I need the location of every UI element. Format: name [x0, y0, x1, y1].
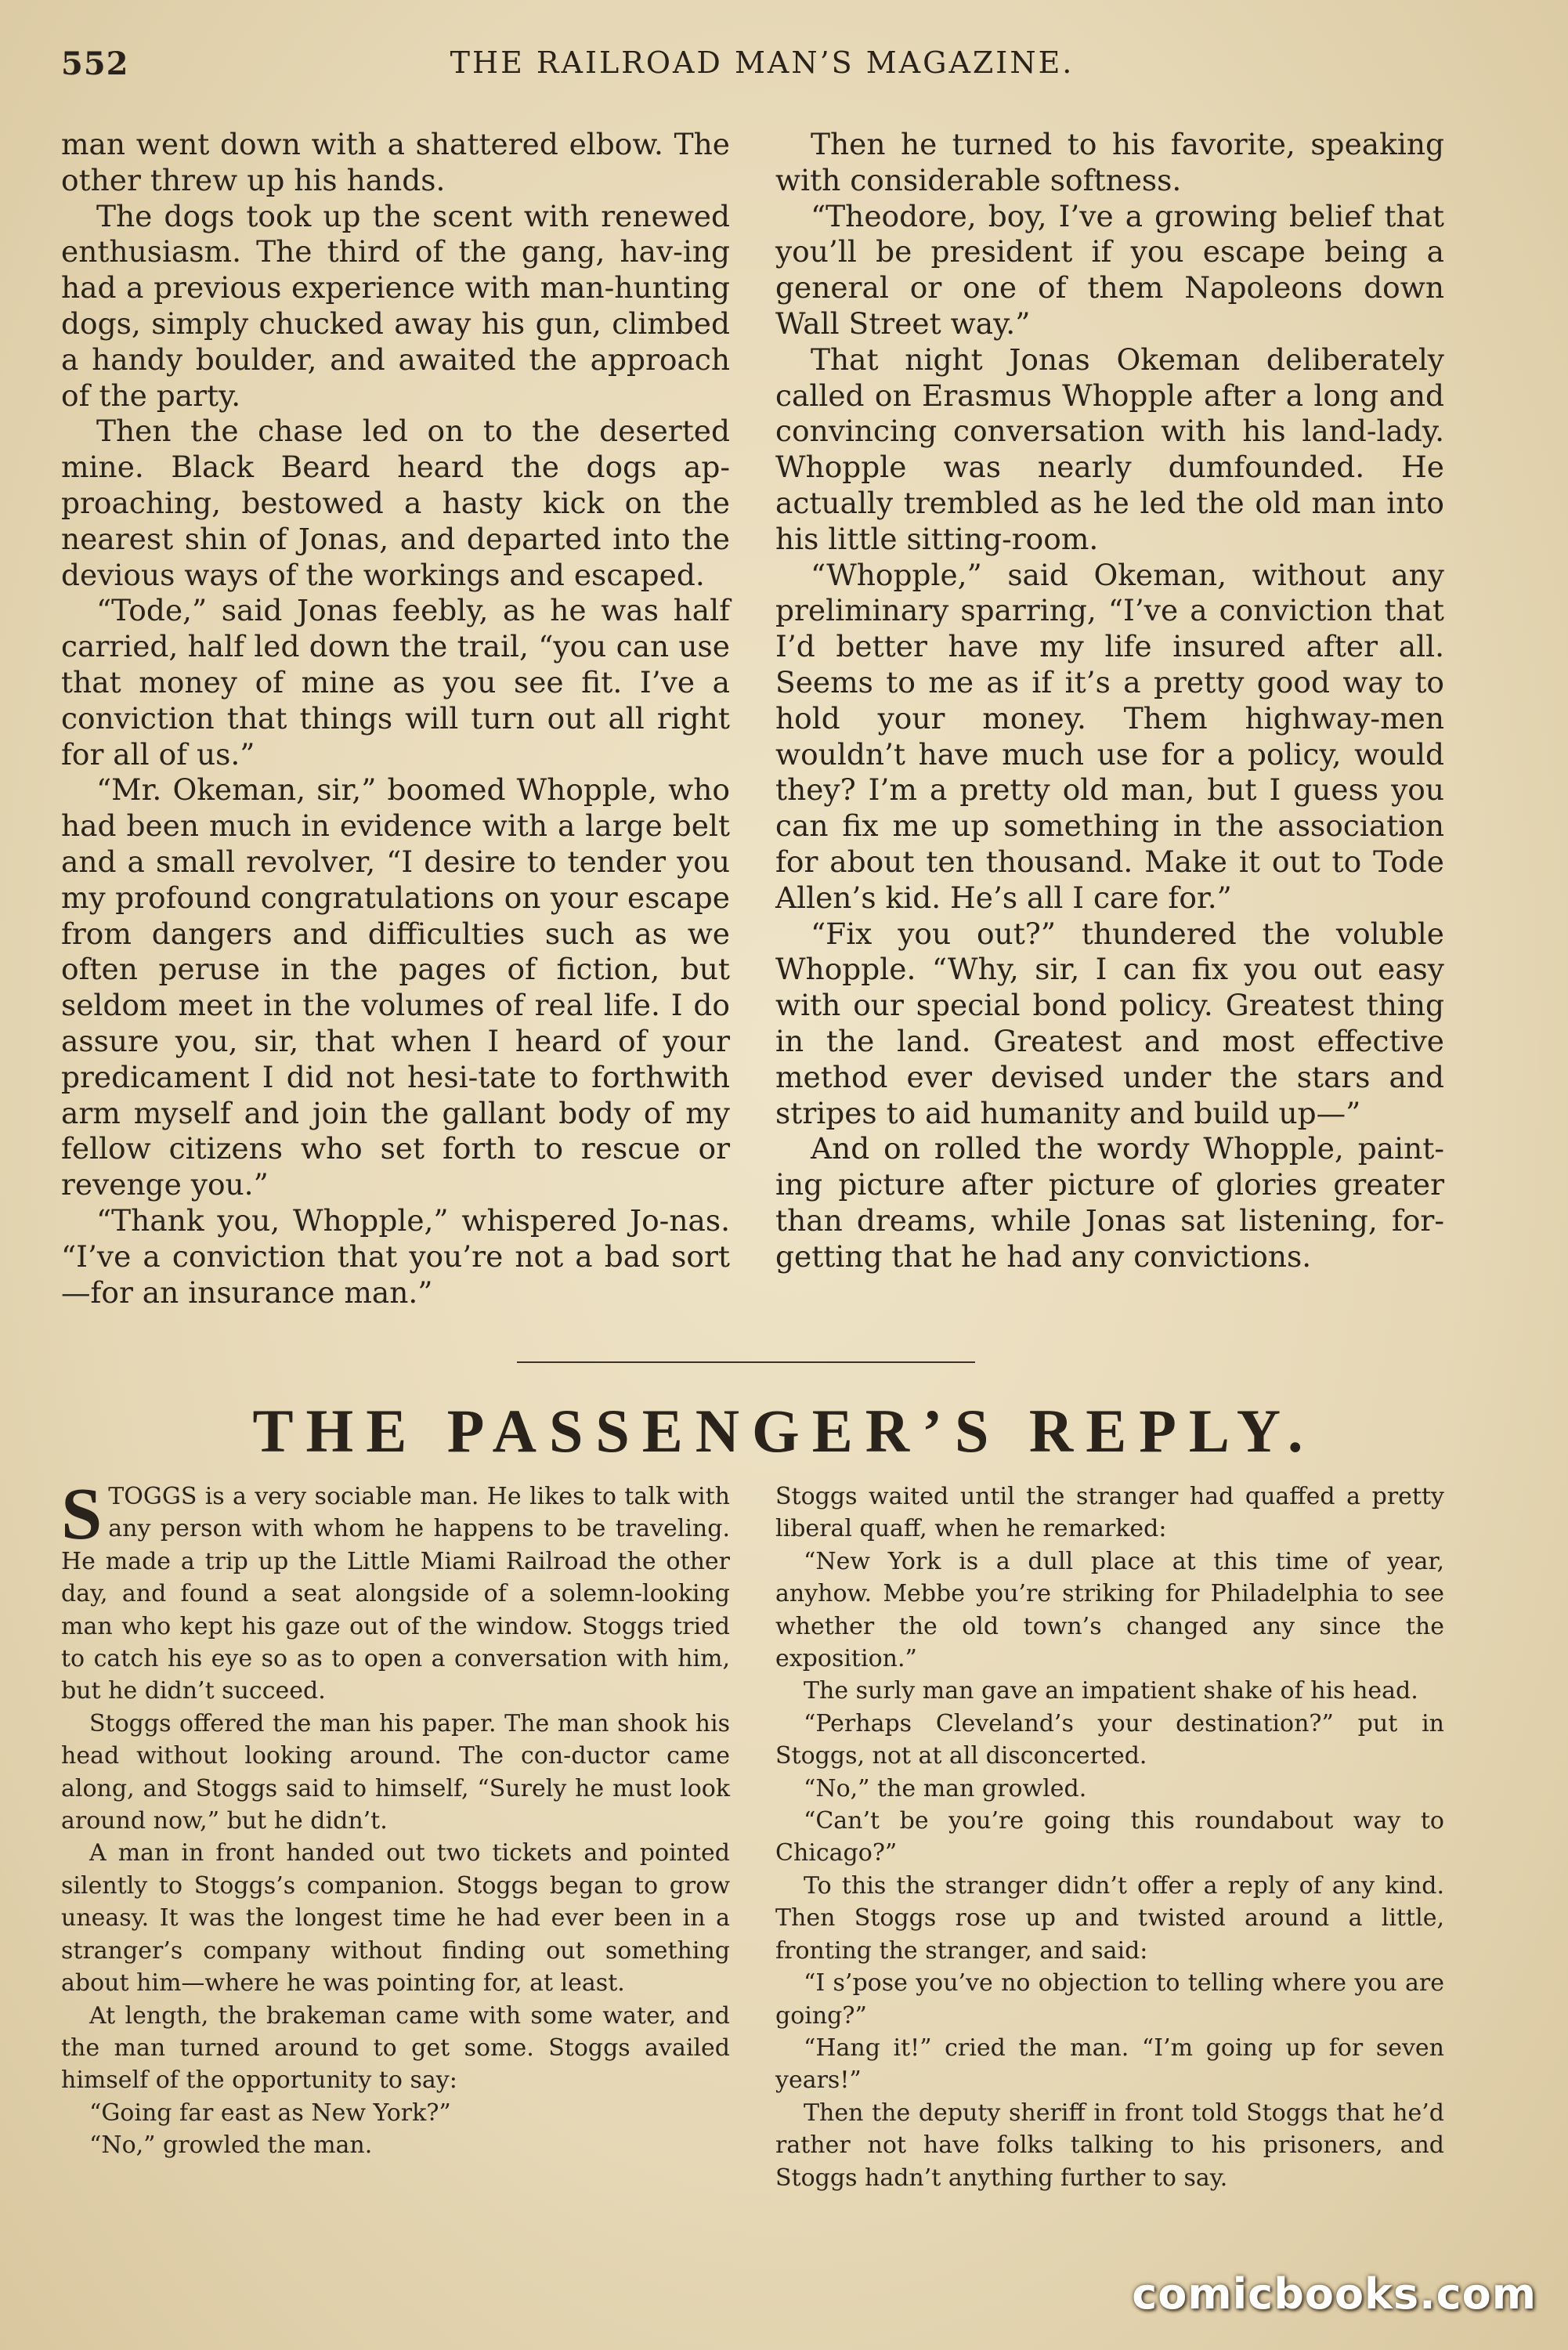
article-paragraph: “New York is a dull place at this time of year, anyhow. Mebbe you’re striking for Philadelphia to see whether the old town’s changed any since the exposition.”	[775, 1547, 1444, 1673]
article-paragraph: Stoggs waited until the stranger had quaffed a pretty liberal quaff, when he remarked:	[775, 1483, 1444, 1543]
article-paragraph: “I s’pose you’ve no objection to telling where you are going?”	[775, 1969, 1444, 2030]
page-number: 552	[61, 45, 129, 82]
story-paragraph: Then he turned to his favorite, speaking with considerable softness.	[775, 127, 1444, 197]
article-paragraph: The surly man gave an impatient shake of his head.	[804, 1677, 1418, 1705]
story-paragraph: Then the chase led on to the deserted mine. Black Beard heard the dogs ap-proaching, bestowed a hasty kick on the nearest shin of Jonas, and departed into the devious ways of the workings and escaped.	[61, 414, 730, 592]
drop-cap: S	[61, 1473, 103, 1555]
article-paragraph: “Going far east as New York?”	[89, 2099, 451, 2127]
story-paragraph: “Tode,” said Jonas feebly, as he was half carried, half led down the trail, “you can use that money of mine as you see fit. I’ve a conviction that things will turn out all right for all of us.”	[61, 593, 730, 772]
article-first-paragraph	[61, 1473, 730, 1708]
article-paragraph: To this the stranger didn’t offer a reply of any kind. Then Stoggs rose up and twisted around a little, fronting the stranger, and said:	[775, 1871, 1444, 1965]
article-paragraph: “Can’t be you’re going this roundabout way to Chicago?”	[775, 1807, 1444, 1867]
story-paragraph: “Theodore, boy, I’ve a growing belief that you’ll be president if you escape being a general or one of them Napoleons down Wall Street way.”	[775, 198, 1444, 341]
story-paragraph: And on rolled the wordy Whopple, paint-ing picture after picture of glories greater than dreams, while Jonas sat listening, for-getting that he had any convictions.	[775, 1131, 1444, 1274]
article-right-column	[775, 1480, 1444, 2194]
article-paragraph: Then the deputy sheriff in front told Stoggs that he’d rather not have folks talking to his prisoners, and Stoggs hadn’t anything further to say.	[775, 2099, 1444, 2192]
page-header	[61, 45, 1463, 92]
first-paragraph-text: TOGGS is a very sociable man. He likes to talk with any person with whom he happens to be traveling. He made a trip up the Little Miami Railroad the other day, and found a seat alongside of a solemn-looking man who kept his gaze out of the window. Stoggs tried to catch his eye so as to open a conversation with him, but he didn’t succeed.	[61, 1483, 730, 1705]
story-end-left-column	[61, 127, 730, 1311]
article-paragraph: “No,” growled the man.	[89, 2131, 373, 2160]
article-paragraph: Stoggs offered the man his paper. The man shook his head without looking around. The con-ductor came along, and Stoggs said to himself, “Surely he must look around now,” but he didn’t.	[61, 1709, 730, 1835]
story-end-right-column	[775, 127, 1444, 1275]
article-paragraph: “Hang it!” cried the man. “I’m going up for seven years!”	[775, 2034, 1444, 2095]
story-paragraph: “Mr. Okeman, sir,” boomed Whopple, who had been much in evidence with a large belt and a small revolver, “I desire to tender you my profound congratulations on your escape from dangers and difficulties such as we often peruse in the pages of fiction, but seldom meet in the volumes of real life. I do assure you, sir, that when I heard of your predicament I did not hesi-tate to forthwith arm myself and join the gallant body of my fellow citizens who set forth to rescue or revenge you.”	[61, 772, 730, 1202]
article-paragraph: “Perhaps Cleveland’s your destination?” put in Stoggs, not at all disconcerted.	[775, 1709, 1444, 1770]
article-title: THE PASSENGER’S REPLY.	[252, 1397, 1316, 1465]
story-paragraph: The dogs took up the scent with renewed enthusiasm. The third of the gang, hav-ing had a previous experience with man-hunting dogs, simply chucked away his gun, climbed a handy boulder, and awaited the approach of the party.	[61, 198, 730, 413]
section-divider-rule	[517, 1361, 975, 1363]
story-paragraph: “Whopple,” said Okeman, without any preliminary sparring, “I’ve a conviction that I’d better have my life insured after all. Seems to me as if it’s a pretty good way to hold your money. Them highway-men wouldn’t have much use for a policy, would they? I’m a pretty old man, but I guess you can fix me up something in the association for about ten thousand. Make it out to Tode Allen’s kid. He’s all I care for.”	[775, 557, 1444, 915]
article-paragraph: At length, the brakeman came with some water, and the man turned around to get some. Stoggs availed himself of the opportunity to say:	[61, 2001, 730, 2095]
site-watermark: comicbooks.com	[1132, 2269, 1537, 2319]
story-paragraph: That night Jonas Okeman deliberately called on Erasmus Whopple after a long and convincing conversation with his land-lady. Whopple was nearly dumfounded. He actually trembled as he led the old man into his little sitting-room.	[775, 342, 1444, 556]
article-left-column	[61, 1473, 730, 2162]
story-paragraph: “Fix you out?” thundered the voluble Whopple. “Why, sir, I can fix you out easy with our special bond policy. Greatest thing in the land. Greatest and most effective method ever devised under the stars and stripes to aid humanity and build up—”	[775, 916, 1444, 1130]
story-paragraph: man went down with a shattered elbow. The other threw up his hands.	[61, 127, 730, 197]
article-paragraph: “No,” the man growled.	[804, 1774, 1087, 1802]
article-paragraph: A man in front handed out two tickets and pointed silently to Stoggs’s companion. Stoggs began to grow uneasy. It was the longest time he had ever been in a stranger’s company without finding out something about him—where he was pointing for, at least.	[61, 1839, 730, 1998]
story-paragraph: “Thank you, Whopple,” whispered Jo-nas. “I’ve a conviction that you’re not a bad sort—for an insurance man.”	[61, 1202, 730, 1310]
running-title: THE RAILROAD MAN’S MAGAZINE.	[450, 45, 1075, 80]
